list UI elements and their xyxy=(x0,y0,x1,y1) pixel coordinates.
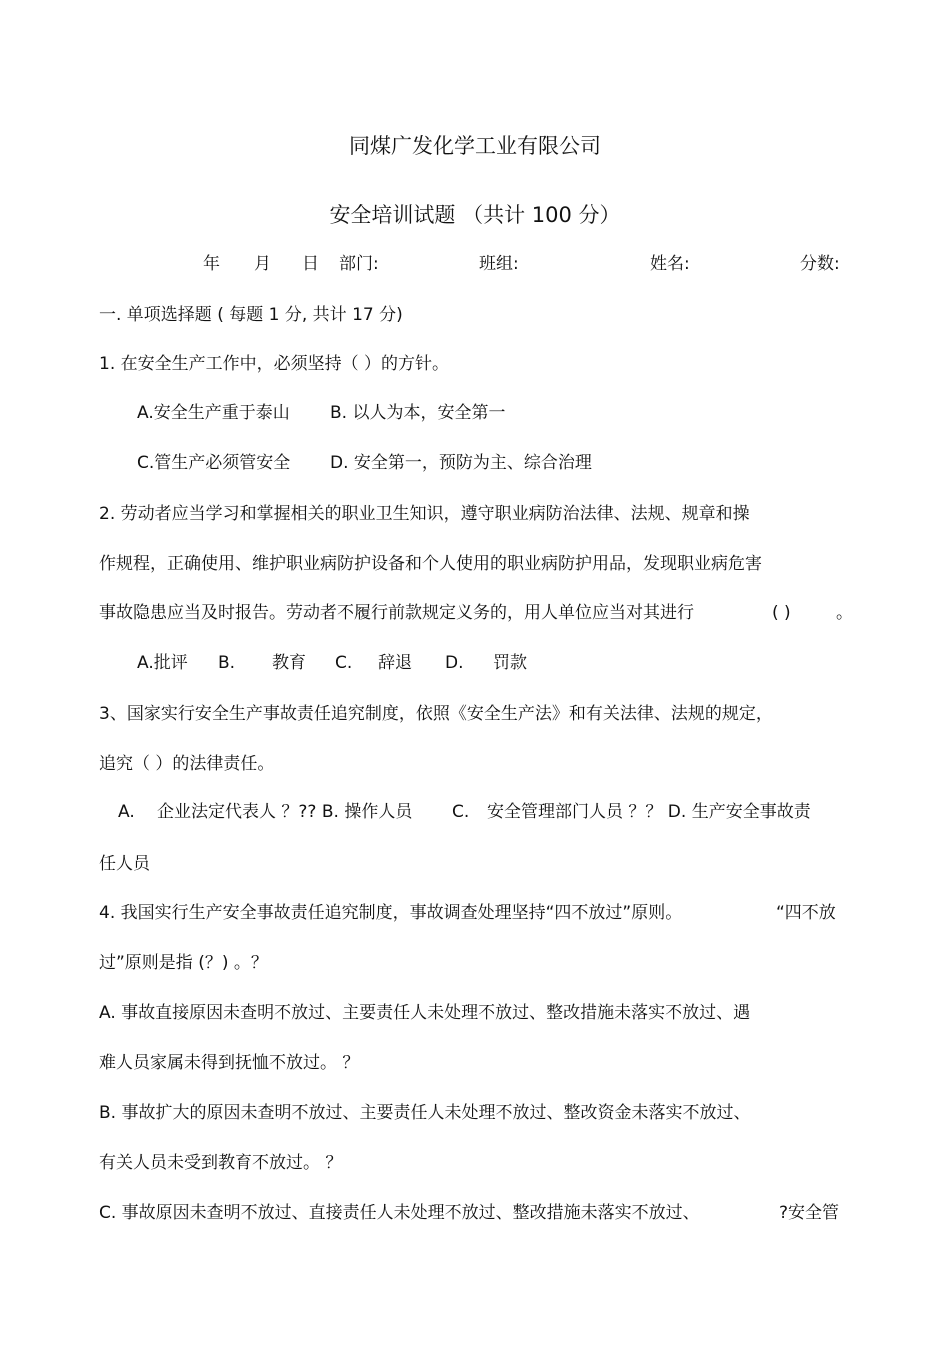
question-4-line-2: 过”原则是指 (？) 。？ xyxy=(99,953,268,973)
question-3-option-c-letter: C. xyxy=(452,802,470,822)
header-score: 分数: xyxy=(800,254,840,274)
question-3-line-2: 追究（ ）的法律责任。 xyxy=(99,754,275,774)
question-2-blank: ( ) xyxy=(772,603,791,623)
question-2-option-c-letter: C. xyxy=(335,653,353,673)
question-3-line-end: 任人员 xyxy=(99,854,150,874)
question-2-option-b: 教育 xyxy=(272,653,306,673)
question-3-option-a-letter: A. xyxy=(118,802,135,822)
question-2-line-3: 事故隐患应当及时报告。劳动者不履行前款规定义务的，用人单位应当对其进行 xyxy=(99,603,694,623)
question-2-option-a: A.批评 xyxy=(137,653,188,673)
question-4-option-b-line-1: B. 事故扩大的原因未查明不放过、主要责任人未处理不放过、整改资金未落实不放过、 xyxy=(99,1103,751,1123)
exam-title: 安全培训试题 （共计 100 分） xyxy=(329,203,621,227)
question-4-option-a-line-1: A. 事故直接原因未查明不放过、主要责任人未处理不放过、整改措施未落实不放过、遇 xyxy=(99,1003,751,1023)
question-1-option-b: B. 以人为本，安全第一 xyxy=(330,403,506,423)
question-2-option-c: 辞退 xyxy=(378,653,412,673)
question-1-stem: 1. 在安全生产工作中，必须坚持（ ）的方针。 xyxy=(99,354,450,374)
question-4-line-1-end: “四不放 xyxy=(776,903,836,923)
question-4-option-c-line-1-end: ?安全管 xyxy=(779,1203,840,1223)
company-title: 同煤广发化学工业有限公司 xyxy=(349,134,601,158)
header-day: 日 xyxy=(302,254,319,274)
question-4-line-1: 4. 我国实行生产安全事故责任追究制度，事故调查处理坚持“四不放过”原则。 xyxy=(99,903,683,923)
header-department: 部门: xyxy=(339,254,379,274)
question-3-options-a-b: 企业法定代表人 ？?? B. 操作人员 xyxy=(157,802,413,822)
header-team: 班组: xyxy=(479,254,519,274)
header-year: 年 xyxy=(203,254,220,274)
question-3-options-c-d: 安全管理部门人员 ？？ D. 生产安全事故责 xyxy=(487,802,811,822)
question-2-option-d: 罚款 xyxy=(493,653,527,673)
question-1-option-c: C.管生产必须管安全 xyxy=(137,453,291,473)
question-2-line-1: 2. 劳动者应当学习和掌握相关的职业卫生知识，遵守职业病防治法律、法规、规章和操 xyxy=(99,504,750,524)
question-1-option-a: A.安全生产重于泰山 xyxy=(137,403,290,423)
question-1-option-d: D. 安全第一，预防为主、综合治理 xyxy=(330,453,592,473)
section-heading: 一. 单项选择题 ( 每题 1 分, 共计 17 分) xyxy=(99,305,403,325)
question-4-option-c-line-1: C. 事故原因未查明不放过、直接责任人未处理不放过、整改措施未落实不放过、 xyxy=(99,1203,700,1223)
question-2-end-mark: 。 xyxy=(836,603,853,623)
question-2-option-b-letter: B. xyxy=(218,653,236,673)
question-4-option-b-line-2: 有关人员未受到教育不放过。 ？ xyxy=(99,1153,343,1173)
header-month: 月 xyxy=(254,254,271,274)
question-2-option-d-letter: D. xyxy=(445,653,464,673)
header-name: 姓名: xyxy=(650,254,690,274)
question-2-line-2: 作规程，正确使用、维护职业病防护设备和个人使用的职业病防护用品，发现职业病危害 xyxy=(99,554,762,574)
question-4-option-a-line-2: 难人员家属未得到抚恤不放过。 ？ xyxy=(99,1053,360,1073)
question-3-line-1: 3、国家实行安全生产事故责任追究制度，依照《安全生产法》和有关法律、法规的规定， xyxy=(99,704,773,724)
